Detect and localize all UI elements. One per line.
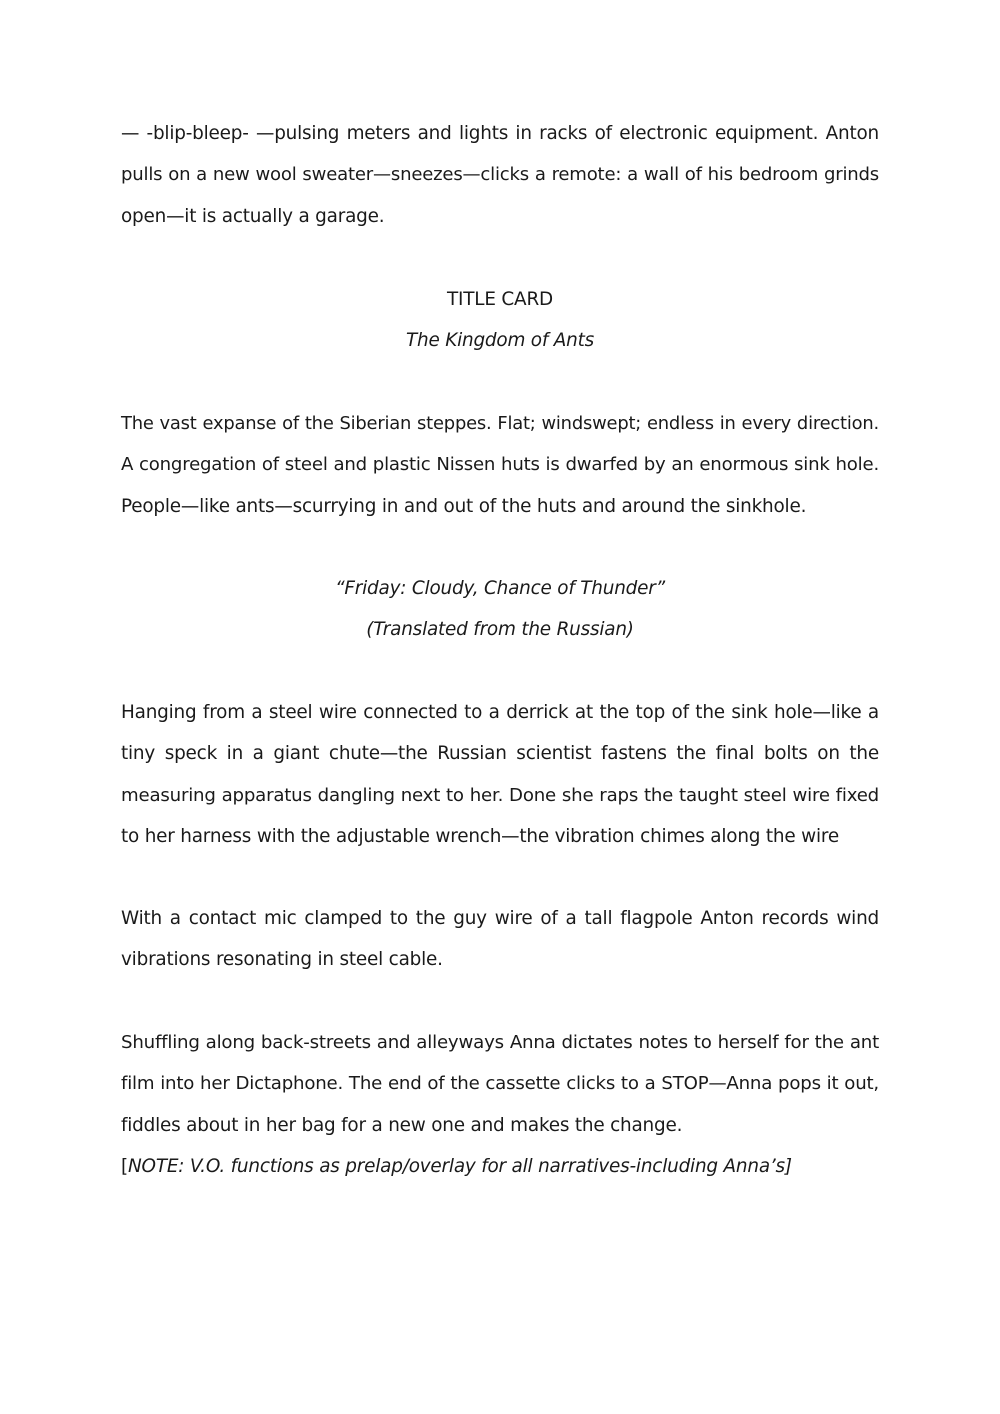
text-line: Hanging from a steel wire connected to a derrick at the top of the sink hole—like a — [121, 702, 879, 723]
text-line: film into her Dictaphone. The end of the cassette clicks to a STOP—Anna pops it out, — [121, 1073, 879, 1095]
title-card-heading: TITLE CARD — [447, 289, 553, 310]
vo-note — [121, 1146, 879, 1187]
text-line: open—it is actually a garage. — [121, 205, 385, 227]
text-line: fiddles about in her bag for a new one and makes the change. — [121, 1114, 683, 1136]
text-line: The vast expanse of the Siberian steppes. Flat; windswept; endless in every direction. — [121, 413, 879, 434]
paragraph-russian-scientist — [121, 692, 879, 858]
text-line: Shuffling along back-streets and alleyways Anna dictates notes to herself for the ant — [121, 1032, 879, 1053]
chapter-title: “Friday: Cloudy, Chance of Thunder” — [335, 578, 665, 599]
text-line: measuring apparatus dangling next to her. Done she raps the taught steel wire fixed — [121, 784, 879, 806]
text-line: A congregation of steel and plastic Nissen huts is dwarfed by an enormous sink hole. — [121, 454, 879, 476]
text-line: to her harness with the adjustable wrench—the vibration chimes along the wire — [121, 826, 839, 848]
chapter-translation-note: (Translated from the Russian) — [366, 619, 634, 641]
paragraph-anton-garage — [121, 113, 879, 237]
chapter-heading-block — [121, 568, 879, 651]
text-line: tiny speck in a giant chute—the Russian scientist fastens the final bolts on the — [121, 743, 879, 765]
paragraph-contact-mic — [121, 898, 879, 981]
paragraph-anna-dictaphone — [121, 1022, 879, 1188]
title-card-subtitle: The Kingdom of Ants — [405, 330, 595, 352]
text-line: vibrations resonating in steel cable. — [121, 949, 443, 971]
text-line: People—like ants—scurrying in and out of the huts and around the sinkhole. — [121, 495, 807, 517]
text-line: With a contact mic clamped to the guy wire of a tall flagpole Anton records wind — [121, 908, 879, 929]
paragraph-siberian-steppes — [121, 403, 879, 527]
title-card-block — [121, 279, 879, 362]
text-line: — -blip-bleep- —pulsing meters and lights in racks of electronic equipment. Anton — [121, 123, 879, 144]
vo-note-text: NOTE: V.O. functions as prelap/overlay for all narratives-including Anna’s] — [127, 1156, 792, 1178]
vo-note-bracket: [ — [121, 1156, 128, 1178]
text-line: pulls on a new wool sweater—sneezes—clicks a remote: a wall of his bedroom grinds — [121, 164, 879, 186]
